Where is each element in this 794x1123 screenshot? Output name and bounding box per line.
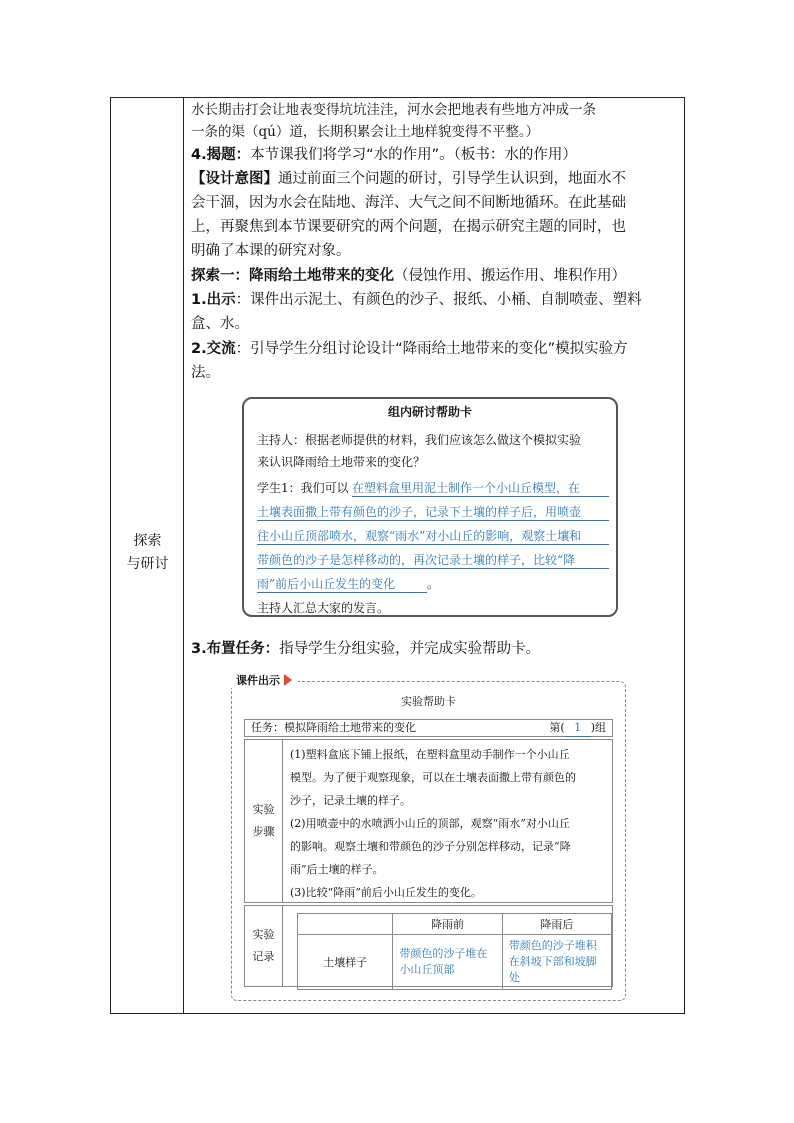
card-answer-line1: 在塑料盒里用泥土制作一个小山丘模型，在 xyxy=(352,479,609,497)
card-answer-line5: 雨”前后小山丘发生的变化 xyxy=(257,575,427,593)
courseware-box xyxy=(231,674,626,1001)
show-line1 xyxy=(191,291,683,309)
exchange-text-1: ：引导学生分组讨论设计“降雨给土地带来的变化”模拟实验方 xyxy=(235,341,628,357)
group-suffix: )组 xyxy=(590,721,606,734)
courseware-badge xyxy=(230,672,298,688)
card-answer-end: 。 xyxy=(427,577,440,591)
steps-label xyxy=(245,740,283,902)
col-after-header: 降雨后 xyxy=(502,914,611,935)
reveal-label: 4.揭题： xyxy=(191,147,251,163)
col-before-header: 降雨前 xyxy=(393,914,502,935)
record-header-row xyxy=(298,914,612,935)
show-text-1: ：课件出示泥土、有颜色的沙子、报纸、小桶、自制喷壶、塑料 xyxy=(235,292,642,308)
group-prefix: 第( xyxy=(549,721,565,734)
step2-line3: 雨”后土壤的样子。 xyxy=(290,863,384,876)
show-line2: 盒、水。 xyxy=(191,316,249,332)
row-label: 土壤样子 xyxy=(298,935,393,990)
step1-line3: 沙子，记录土壤的样子。 xyxy=(290,794,411,807)
design-line3: 上，再聚焦到本节课要研究的两个问题，在揭示研究主题的同时，也 xyxy=(191,219,626,235)
step1-line2: 模型。为了便于观察现象，可以在土壤表面撒上带有颜色的 xyxy=(290,771,576,784)
card-student-label: 学生1：我们可以 xyxy=(257,481,349,495)
reveal-paragraph xyxy=(191,146,683,164)
step1-line1: (1)塑料盒底下铺上报纸，在塑料盒里动手制作一个小山丘 xyxy=(290,748,570,761)
card-host-line2: 来认识降雨给土地带来的变化？ xyxy=(257,455,426,469)
assign-text: 指导学生分组实验，并完成实验帮助卡。 xyxy=(279,641,541,657)
explore1-heading xyxy=(191,267,683,285)
record-table xyxy=(297,913,612,990)
group-num: 1 xyxy=(565,720,591,737)
experiment-steps xyxy=(244,739,613,903)
record-label xyxy=(245,906,283,986)
intro-line2: 一条的渠（qú）道，长期积累会让土地样貌变得不平整。） xyxy=(191,124,540,140)
experiment-card-title: 实验帮助卡 xyxy=(401,695,456,708)
experiment-record xyxy=(244,905,613,987)
step2-line1: (2)用喷壶中的水喷洒小山丘的顶部，观察“雨水”对小山丘 xyxy=(290,817,570,830)
explore1-title: 探索一：降雨给土地带来的变化 xyxy=(191,268,394,284)
card-title: 组内研讨帮助卡 xyxy=(387,405,472,419)
steps-label-1: 实验 xyxy=(252,803,275,816)
card-answer-line2: 土壤表面撒上带有颜色的沙子，记录下土壤的样子后，用喷壶 xyxy=(257,503,609,521)
exchange-line1 xyxy=(191,340,683,358)
card-answer-line3: 往小山丘顶部喷水，观察“雨水”对小山丘的影响，观察土壤和 xyxy=(257,527,609,545)
design-line2: 会干涸，因为水会在陆地、海洋、大气之间不间断地循环。在此基础 xyxy=(191,195,626,211)
section-label xyxy=(111,530,184,576)
section-label-line1: 探索 xyxy=(133,533,162,549)
record-label-2: 记录 xyxy=(252,950,275,963)
step2-line2: 的影响。观察土壤和带颜色的沙子分别怎样移动，记录“降 xyxy=(290,840,571,853)
record-label-1: 实验 xyxy=(252,928,275,941)
explore1-subtitle: （侵蚀作用、搬运作用、堆积作用） xyxy=(394,268,626,284)
play-arrow-icon xyxy=(284,674,292,686)
after-value: 带颜色的沙子堆积在斜坡下部和坡脚处 xyxy=(502,935,611,990)
task-row xyxy=(244,719,613,737)
section-label-line2: 与研讨 xyxy=(126,556,169,572)
reveal-text: 本节课我们将学习“水的作用”。（板书：水的作用） xyxy=(250,147,577,163)
steps-label-2: 步骤 xyxy=(252,825,275,838)
step3-line: (3)比较“降雨”前后小山丘发生的变化。 xyxy=(290,886,482,899)
assign-label: 3.布置任务： xyxy=(191,641,280,657)
discussion-help-card xyxy=(242,397,618,617)
design-line4: 明确了本课的研究对象。 xyxy=(191,243,351,259)
design-text-1: 通过前面三个问题的研讨，引导学生认识到，地面水不 xyxy=(278,171,626,187)
task-text: 任务：模拟降雨给土地带来的变化 xyxy=(251,721,416,734)
section-label-cell xyxy=(111,98,184,1013)
show-label: 1.出示 xyxy=(191,292,236,308)
intro-line1: 水长期击打会让地表变得坑坑洼洼，河水会把地表有些地方冲成一条 xyxy=(191,102,596,118)
design-line1 xyxy=(191,170,683,188)
exchange-label: 2.交流 xyxy=(191,341,236,357)
record-corner-cell xyxy=(298,914,393,935)
exchange-line2: 法。 xyxy=(191,365,220,381)
record-data-row xyxy=(298,935,612,990)
before-value: 带颜色的沙子堆在小山丘顶部 xyxy=(393,935,502,990)
group-number xyxy=(549,720,606,737)
card-answer-line4: 带颜色的沙子是怎样移动的，再次记录土壤的样子，比较“降 xyxy=(257,551,609,569)
assign-paragraph xyxy=(191,640,683,658)
courseware-badge-label: 课件出示 xyxy=(236,674,280,687)
lesson-table xyxy=(110,97,685,1014)
card-summary: 主持人汇总大家的发言。 xyxy=(257,601,390,615)
card-host-line1: 主持人：根据老师提供的材料，我们应该怎么做这个模拟实验 xyxy=(257,433,582,447)
design-label: 【设计意图】 xyxy=(191,171,278,187)
